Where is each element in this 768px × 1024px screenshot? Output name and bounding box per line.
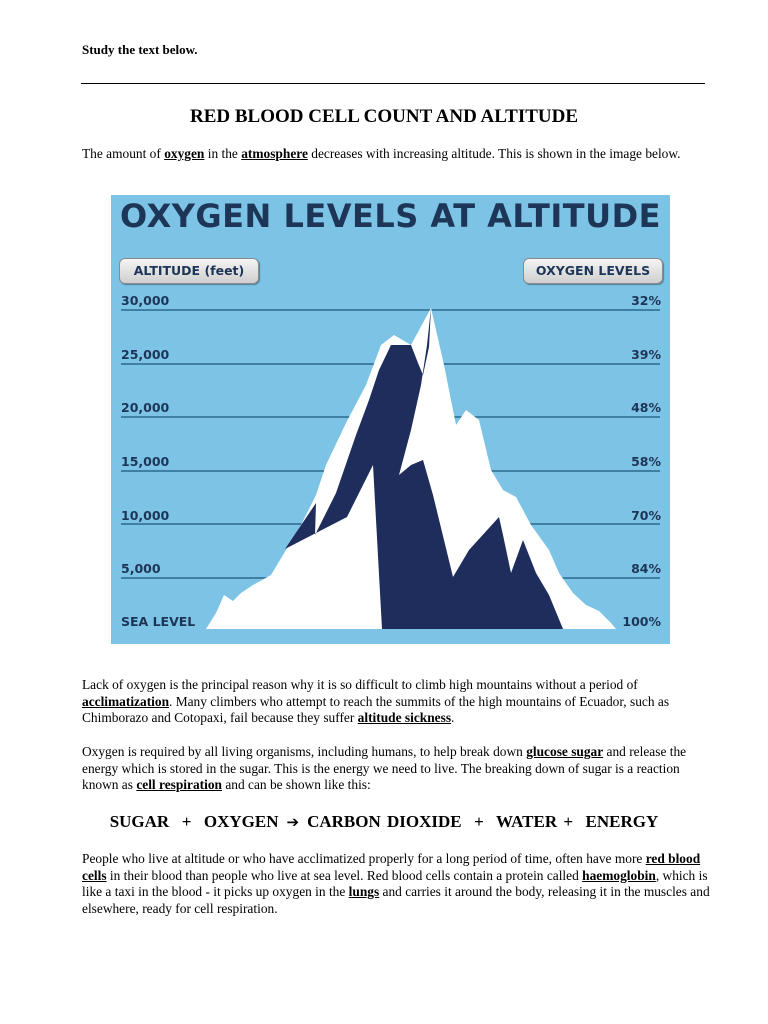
oxygen-level-label: 100% <box>622 614 661 629</box>
keyword-acclimatization: acclimatization <box>82 693 170 709</box>
keyword-oxygen: oxygen <box>164 146 205 161</box>
altitude-label: 25,000 <box>121 347 170 362</box>
respiration-equation <box>0 812 768 832</box>
arrow-icon: ➔ <box>286 813 300 831</box>
keyword-atmosphere: atmosphere <box>241 146 308 161</box>
keyword-glucose-sugar: glucose sugar <box>526 744 604 759</box>
keyword-haemoglobin: haemoglobin <box>582 867 656 883</box>
keyword-cell-respiration: cell respiration <box>136 777 222 792</box>
header-divider <box>81 83 705 84</box>
page-title: RED BLOOD CELL COUNT AND ALTITUDE <box>189 106 579 127</box>
keyword-altitude-sickness: altitude sickness <box>357 710 452 725</box>
respiration-paragraph: Oxygen is required by all living organisms, including humans, to help break down glucose sugar and release the energy which is stored in the sugar. This is the energy we need to live. The breaking down of sugar is a reaction known as cell respiration and can be shown like this: <box>82 744 687 792</box>
equation-products: CARBON DIOXIDE + WATER + ENERGY <box>307 812 659 831</box>
altitude-label: SEA LEVEL <box>121 614 196 629</box>
oxygen-altitude-figure <box>111 195 670 644</box>
oxygen-level-label: 32% <box>631 293 661 308</box>
keyword-red-blood-cells: red blood cells <box>82 851 701 883</box>
altitude-label: 10,000 <box>121 508 170 523</box>
keyword-lungs: lungs <box>348 884 380 899</box>
intro-paragraph: The amount of oxygen in the atmosphere decreases with increasing altitude. This is shown in the image below. <box>82 146 681 161</box>
acclimatization-paragraph: Lack of oxygen is the principal reason why it is so difficult to climb high mountains without a period of acclimatization. Many climbers who attempt to reach the summits of the high mountains of Ecuador, such as Chimborazo and Cotopaxi, fail because they suffer altitude sickness. <box>82 677 670 725</box>
equation-reactants: SUGAR + OXYGEN <box>109 812 279 831</box>
oxygen-level-label: 48% <box>631 400 661 415</box>
oxygen-level-label: 70% <box>631 508 661 523</box>
altitude-label: 30,000 <box>121 293 170 308</box>
altitude-label: 20,000 <box>121 400 170 415</box>
oxygen-level-label: 39% <box>631 347 661 362</box>
instruction-text: Study the text below. <box>82 42 198 57</box>
oxygen-header-pill: OXYGEN LEVELS <box>523 258 663 284</box>
figure-title: OXYGEN LEVELS AT ALTITUDE <box>120 197 661 235</box>
oxygen-level-label: 58% <box>631 454 661 469</box>
altitude-header-pill: ALTITUDE (feet) <box>119 258 259 284</box>
red-blood-cells-paragraph: People who live at altitude or who have acclimatized properly for a long period of time, often have more red blood cells in their blood than people who live at sea level. Red blood cells contain a protein called haemoglobin, which is like a taxi in the blood - it picks up oxygen in the lungs and carries it around the body, releasing it in the muscles and elsewhere, ready for cell respiration. <box>82 851 710 916</box>
oxygen-level-label: 84% <box>631 561 661 576</box>
altitude-label: 15,000 <box>121 454 170 469</box>
altitude-label: 5,000 <box>121 561 161 576</box>
